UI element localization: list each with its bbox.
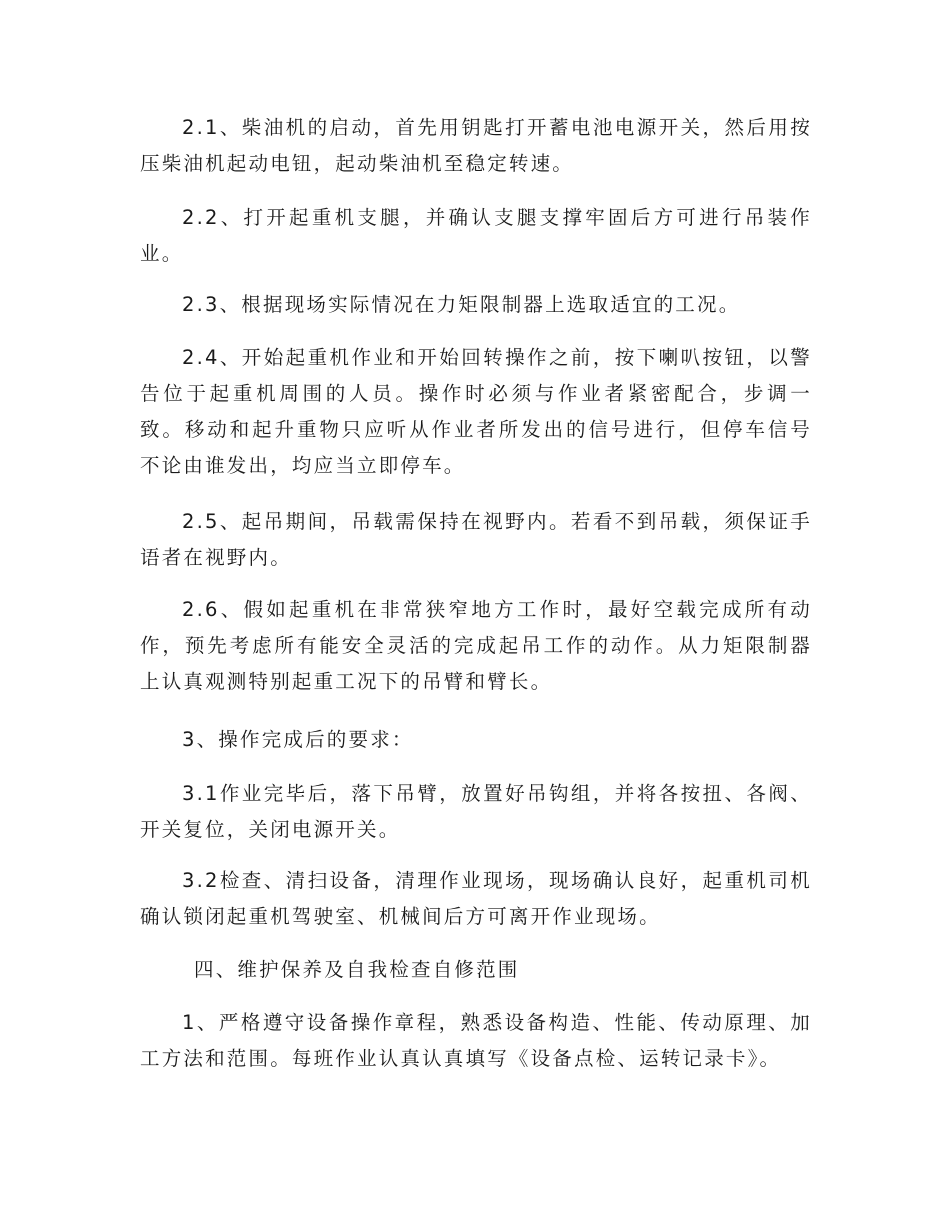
paragraph-4-1: 1、严格遵守设备操作章程，熟悉设备构造、性能、传动原理、加工方法和范围。每班作业认真认真填写《设备点检、运转记录卡》。 [140, 1011, 812, 1070]
paragraph-2-5: 2.5、起吊期间，吊载需保持在视野内。若看不到吊载，须保证手语者在视野内。 [140, 510, 812, 569]
section-4-heading: 四、维护保养及自我检查自修范围 [194, 958, 520, 981]
paragraph-2-1: 2.1、柴油机的启动，首先用钥匙打开蓄电池电源开关，然后用按压柴油机起动电钮，起动柴油机至稳定转速。 [140, 116, 812, 175]
paragraph-2-2: 2.2、打开起重机支腿，并确认支腿支撑牢固后方可进行吊装作业。 [140, 206, 812, 265]
paragraph-3-1: 3.1作业完毕后，落下吊臂，放置好吊钩组，并将各按扭、各阀、开关复位，关闭电源开关。 [140, 782, 812, 841]
section-3-heading: 3、操作完成后的要求： [182, 728, 414, 751]
paragraph-3-2: 3.2检查、清扫设备，清理作业现场，现场确认良好，起重机司机确认锁闭起重机驾驶室、机械间后方可离开作业现场。 [140, 869, 812, 928]
paragraph-2-3: 2.3、根据现场实际情况在力矩限制器上选取适宜的工况。 [182, 293, 741, 316]
paragraph-2-4: 2.4、开始起重机作业和开始回转操作之前，按下喇叭按钮，以警告位于起重机周围的人员。操作时必须与作业者紧密配合，步调一致。移动和起升重物只应听从作业者所发出的信号进行，但停车信号不论由谁发出，均应当立即停车。 [140, 346, 812, 477]
paragraph-2-6: 2.6、假如起重机在非常狭窄地方工作时，最好空载完成所有动作，预先考虑所有能安全灵活的完成起吊工作的动作。从力矩限制器上认真观测特别起重工况下的吊臂和臂长。 [140, 598, 812, 693]
